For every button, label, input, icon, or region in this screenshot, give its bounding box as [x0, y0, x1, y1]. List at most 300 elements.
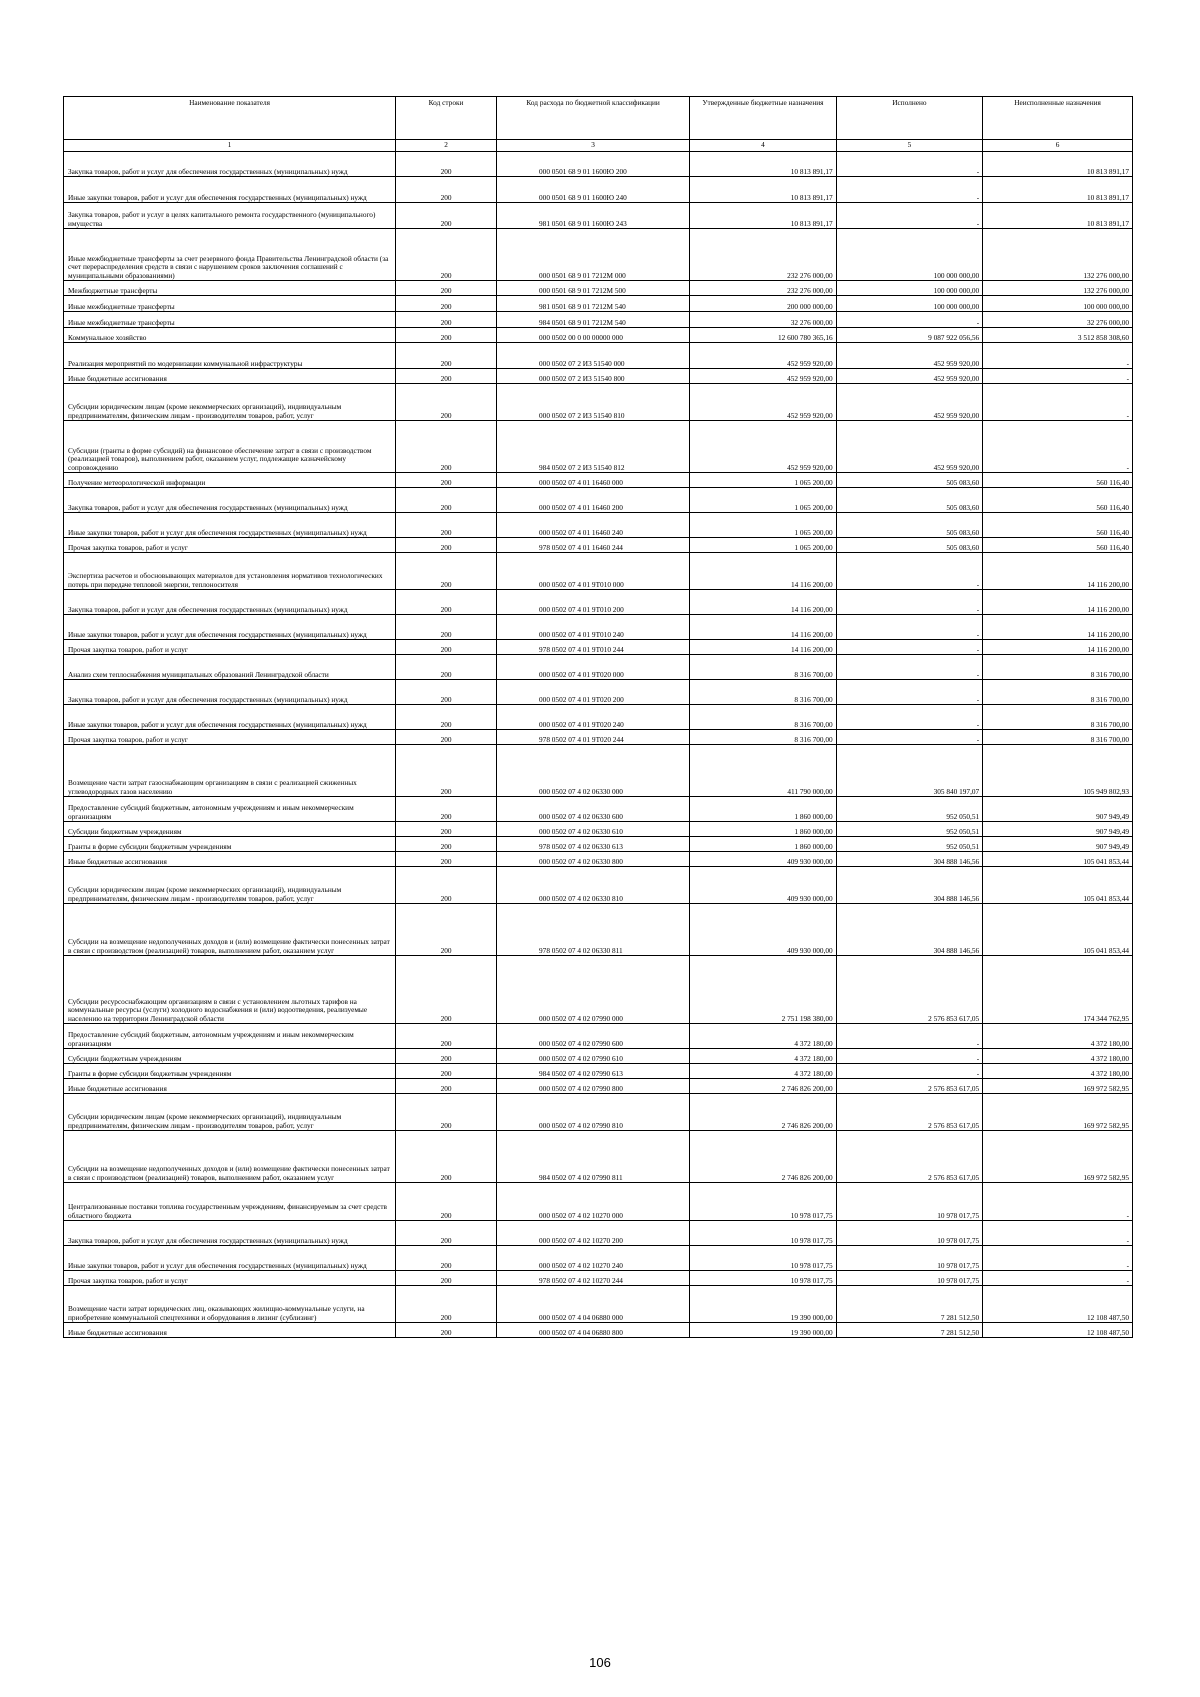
table-row [64, 1131, 1133, 1183]
unexecuted-amount-cell: 132 276 000,00 [983, 281, 1133, 296]
line-code-cell: 200 [396, 745, 497, 797]
unexecuted-amount-cell: 105 041 853,44 [983, 852, 1133, 867]
unexecuted-amount-cell: 3 512 858 308,60 [983, 328, 1133, 343]
unexecuted-amount-cell: 4 372 180,00 [983, 1049, 1133, 1064]
unexecuted-amount-cell: - [983, 421, 1133, 473]
unexecuted-amount-cell: 105 949 802,93 [983, 745, 1133, 797]
budget-code-cell: 000 0502 07 4 04 06880 800 [497, 1323, 690, 1338]
table-row [64, 384, 1133, 421]
line-code-cell: 200 [396, 705, 497, 730]
executed-amount-cell: 10 978 017,75 [836, 1221, 983, 1246]
header-unexecuted: Неисполненные назначения [983, 97, 1133, 140]
approved-amount-cell: 14 116 200,00 [690, 615, 837, 640]
indicator-name-cell: Иные закупки товаров, работ и услуг для обеспечения государственных (муниципальных) нужд [64, 705, 396, 730]
approved-amount-cell: 1 860 000,00 [690, 797, 837, 822]
line-code-cell: 200 [396, 473, 497, 488]
line-code-cell: 200 [396, 730, 497, 745]
table-row [64, 1024, 1133, 1049]
budget-code-cell: 978 0502 07 4 01 9Т020 244 [497, 730, 690, 745]
unexecuted-amount-cell: 105 041 853,44 [983, 867, 1133, 904]
unexecuted-amount-cell: 907 949,49 [983, 797, 1133, 822]
budget-code-cell: 978 0502 07 4 02 06330 811 [497, 904, 690, 956]
budget-code-cell: 000 0502 07 4 02 10270 240 [497, 1246, 690, 1271]
table-row [64, 296, 1133, 312]
executed-amount-cell: 952 050,51 [836, 837, 983, 852]
indicator-name-cell: Прочая закупка товаров, работ и услуг [64, 538, 396, 553]
line-code-cell: 200 [396, 513, 497, 538]
executed-amount-cell: - [836, 615, 983, 640]
unexecuted-amount-cell: 4 372 180,00 [983, 1064, 1133, 1079]
table-row [64, 152, 1133, 177]
line-code-cell: 200 [396, 1049, 497, 1064]
table-row [64, 229, 1133, 281]
approved-amount-cell: 1 065 200,00 [690, 513, 837, 538]
executed-amount-cell: - [836, 590, 983, 615]
approved-amount-cell: 452 959 920,00 [690, 421, 837, 473]
approved-amount-cell: 200 000 000,00 [690, 296, 837, 312]
executed-amount-cell: - [836, 553, 983, 590]
budget-code-cell: 984 0501 68 9 01 7212М 540 [497, 312, 690, 328]
table-row [64, 705, 1133, 730]
executed-amount-cell: - [836, 705, 983, 730]
line-code-cell: 200 [396, 312, 497, 328]
approved-amount-cell: 4 372 180,00 [690, 1049, 837, 1064]
budget-execution-table [63, 96, 1133, 1338]
indicator-name-cell: Субсидии на возмещение недополученных доходов и (или) возмещение фактически понесенных затрат в связи с производством (реализацией) товаров, выполнением работ, оказанием услуг [64, 904, 396, 956]
table-row [64, 473, 1133, 488]
approved-amount-cell: 409 930 000,00 [690, 867, 837, 904]
indicator-name-cell: Прочая закупка товаров, работ и услуг [64, 640, 396, 655]
unexecuted-amount-cell: 907 949,49 [983, 837, 1133, 852]
executed-amount-cell: 505 083,60 [836, 473, 983, 488]
line-code-cell: 200 [396, 384, 497, 421]
table-row [64, 1323, 1133, 1338]
executed-amount-cell: - [836, 177, 983, 203]
unexecuted-amount-cell: 169 972 582,95 [983, 1131, 1133, 1183]
executed-amount-cell: - [836, 1064, 983, 1079]
budget-code-cell: 000 0502 07 4 02 07990 810 [497, 1094, 690, 1131]
table-body [64, 152, 1133, 1338]
budget-code-cell: 000 0502 07 4 01 16460 240 [497, 513, 690, 538]
budget-code-cell: 000 0502 07 4 01 9Т020 240 [497, 705, 690, 730]
line-code-cell: 200 [396, 229, 497, 281]
executed-amount-cell: - [836, 1024, 983, 1049]
budget-code-cell: 000 0502 07 4 01 9Т010 200 [497, 590, 690, 615]
approved-amount-cell: 411 790 000,00 [690, 745, 837, 797]
page-number: 106 [589, 1655, 611, 1670]
table-row [64, 177, 1133, 203]
executed-amount-cell: 2 576 853 617,05 [836, 1079, 983, 1094]
approved-amount-cell: 1 860 000,00 [690, 822, 837, 837]
line-code-cell: 200 [396, 904, 497, 956]
table-row [64, 1064, 1133, 1079]
table-row [64, 488, 1133, 513]
header-approved: Утвержденные бюджетные назначения [690, 97, 837, 140]
unexecuted-amount-cell: 560 116,40 [983, 488, 1133, 513]
budget-code-cell: 000 0502 07 4 02 06330 600 [497, 797, 690, 822]
unexecuted-amount-cell: 14 116 200,00 [983, 590, 1133, 615]
executed-amount-cell: 100 000 000,00 [836, 229, 983, 281]
executed-amount-cell: 10 978 017,75 [836, 1246, 983, 1271]
unexecuted-amount-cell: 14 116 200,00 [983, 553, 1133, 590]
approved-amount-cell: 1 065 200,00 [690, 488, 837, 513]
line-code-cell: 200 [396, 1271, 497, 1286]
budget-code-cell: 984 0502 07 4 02 07990 811 [497, 1131, 690, 1183]
table-row [64, 655, 1133, 680]
table-row [64, 513, 1133, 538]
approved-amount-cell: 4 372 180,00 [690, 1064, 837, 1079]
executed-amount-cell: 452 959 920,00 [836, 384, 983, 421]
budget-code-cell: 000 0502 07 4 02 06330 000 [497, 745, 690, 797]
budget-code-cell: 000 0502 07 2 И3 51540 000 [497, 343, 690, 369]
column-number: 5 [836, 140, 983, 152]
unexecuted-amount-cell: - [983, 1271, 1133, 1286]
line-code-cell: 200 [396, 1246, 497, 1271]
table-row [64, 1183, 1133, 1221]
approved-amount-cell: 1 065 200,00 [690, 538, 837, 553]
indicator-name-cell: Закупка товаров, работ и услуг для обеспечения государственных (муниципальных) нужд [64, 488, 396, 513]
approved-amount-cell: 10 813 891,17 [690, 177, 837, 203]
indicator-name-cell: Коммунальное хозяйство [64, 328, 396, 343]
table-row [64, 553, 1133, 590]
line-code-cell: 200 [396, 203, 497, 229]
column-number: 1 [64, 140, 396, 152]
indicator-name-cell: Субсидии ресурсоснабжающим организациям в связи с установлением льготных тарифов на коммунальные ресурсы (услуги) холодного водоснабжения и (или) водоотведения, реализуемые населению на территории Ленинградской области [64, 956, 396, 1024]
line-code-cell: 200 [396, 1323, 497, 1338]
indicator-name-cell: Гранты в форме субсидии бюджетным учреждениям [64, 1064, 396, 1079]
budget-code-cell: 000 0502 07 2 И3 51540 810 [497, 384, 690, 421]
line-code-cell: 200 [396, 553, 497, 590]
indicator-name-cell: Возмещение части затрат газоснабжающим организациям в связи с реализацией сжиженных углеводородных газов населению [64, 745, 396, 797]
executed-amount-cell: 9 087 922 056,56 [836, 328, 983, 343]
budget-code-cell: 000 0501 68 9 01 7212М 000 [497, 229, 690, 281]
unexecuted-amount-cell: 4 372 180,00 [983, 1024, 1133, 1049]
budget-code-cell: 000 0502 07 4 02 07990 610 [497, 1049, 690, 1064]
executed-amount-cell: - [836, 640, 983, 655]
indicator-name-cell: Иные закупки товаров, работ и услуг для обеспечения государственных (муниципальных) нужд [64, 615, 396, 640]
indicator-name-cell: Иные закупки товаров, работ и услуг для обеспечения государственных (муниципальных) нужд [64, 1246, 396, 1271]
executed-amount-cell: 505 083,60 [836, 513, 983, 538]
table-row [64, 281, 1133, 296]
indicator-name-cell: Предоставление субсидий бюджетным, автономным учреждениям и иным некоммерческим организациям [64, 797, 396, 822]
unexecuted-amount-cell: - [983, 384, 1133, 421]
table-row [64, 837, 1133, 852]
executed-amount-cell: 7 281 512,50 [836, 1323, 983, 1338]
line-code-cell: 200 [396, 281, 497, 296]
indicator-name-cell: Прочая закупка товаров, работ и услуг [64, 1271, 396, 1286]
budget-code-cell: 000 0502 07 4 02 07990 600 [497, 1024, 690, 1049]
indicator-name-cell: Закупка товаров, работ и услуг в целях капитального ремонта государственного (муниципального) имущества [64, 203, 396, 229]
indicator-name-cell: Иные закупки товаров, работ и услуг для обеспечения государственных (муниципальных) нужд [64, 513, 396, 538]
approved-amount-cell: 1 860 000,00 [690, 837, 837, 852]
approved-amount-cell: 8 316 700,00 [690, 705, 837, 730]
table-row [64, 730, 1133, 745]
budget-code-cell: 000 0502 07 4 01 9Т010 240 [497, 615, 690, 640]
line-code-cell: 200 [396, 867, 497, 904]
approved-amount-cell: 2 751 198 380,00 [690, 956, 837, 1024]
line-code-cell: 200 [396, 343, 497, 369]
table-row [64, 956, 1133, 1024]
line-code-cell: 200 [396, 369, 497, 384]
indicator-name-cell: Закупка товаров, работ и услуг для обеспечения государственных (муниципальных) нужд [64, 680, 396, 705]
line-code-cell: 200 [396, 822, 497, 837]
indicator-name-cell: Иные бюджетные ассигнования [64, 369, 396, 384]
indicator-name-cell: Прочая закупка товаров, работ и услуг [64, 730, 396, 745]
line-code-cell: 200 [396, 421, 497, 473]
line-code-cell: 200 [396, 1094, 497, 1131]
line-code-cell: 200 [396, 655, 497, 680]
budget-code-cell: 000 0501 68 9 01 7212М 500 [497, 281, 690, 296]
approved-amount-cell: 19 390 000,00 [690, 1323, 837, 1338]
header-row [64, 97, 1133, 140]
indicator-name-cell: Закупка товаров, работ и услуг для обеспечения государственных (муниципальных) нужд [64, 152, 396, 177]
approved-amount-cell: 452 959 920,00 [690, 384, 837, 421]
unexecuted-amount-cell: 100 000 000,00 [983, 296, 1133, 312]
approved-amount-cell: 10 978 017,75 [690, 1271, 837, 1286]
executed-amount-cell: 452 959 920,00 [836, 343, 983, 369]
table-row [64, 1271, 1133, 1286]
approved-amount-cell: 10 978 017,75 [690, 1221, 837, 1246]
unexecuted-amount-cell: - [983, 369, 1133, 384]
approved-amount-cell: 4 372 180,00 [690, 1024, 837, 1049]
executed-amount-cell: - [836, 730, 983, 745]
table-row [64, 343, 1133, 369]
approved-amount-cell: 14 116 200,00 [690, 640, 837, 655]
executed-amount-cell: 304 888 146,56 [836, 867, 983, 904]
table-row [64, 590, 1133, 615]
unexecuted-amount-cell: 14 116 200,00 [983, 615, 1133, 640]
budget-code-cell: 978 0502 07 4 01 16460 244 [497, 538, 690, 553]
indicator-name-cell: Закупка товаров, работ и услуг для обеспечения государственных (муниципальных) нужд [64, 1221, 396, 1246]
line-code-cell: 200 [396, 1079, 497, 1094]
table-row [64, 822, 1133, 837]
indicator-name-cell: Гранты в форме субсидии бюджетным учреждениям [64, 837, 396, 852]
line-code-cell: 200 [396, 640, 497, 655]
header-executed: Исполнено [836, 97, 983, 140]
line-code-cell: 200 [396, 615, 497, 640]
unexecuted-amount-cell: 12 108 487,50 [983, 1323, 1133, 1338]
executed-amount-cell: 952 050,51 [836, 822, 983, 837]
unexecuted-amount-cell: - [983, 1246, 1133, 1271]
table-row [64, 615, 1133, 640]
table-row [64, 1049, 1133, 1064]
line-code-cell: 200 [396, 328, 497, 343]
indicator-name-cell: Закупка товаров, работ и услуг для обеспечения государственных (муниципальных) нужд [64, 590, 396, 615]
unexecuted-amount-cell: - [983, 343, 1133, 369]
budget-code-cell: 000 0502 07 4 02 06330 610 [497, 822, 690, 837]
table-row [64, 852, 1133, 867]
approved-amount-cell: 232 276 000,00 [690, 281, 837, 296]
approved-amount-cell: 14 116 200,00 [690, 553, 837, 590]
indicator-name-cell: Иные межбюджетные трансферты [64, 296, 396, 312]
line-code-cell: 200 [396, 1286, 497, 1323]
approved-amount-cell: 409 930 000,00 [690, 852, 837, 867]
budget-code-cell: 000 0502 07 4 01 9Т020 000 [497, 655, 690, 680]
unexecuted-amount-cell: 907 949,49 [983, 822, 1133, 837]
executed-amount-cell: 2 576 853 617,05 [836, 1094, 983, 1131]
column-number-row [64, 140, 1133, 152]
unexecuted-amount-cell: 12 108 487,50 [983, 1286, 1133, 1323]
unexecuted-amount-cell: 169 972 582,95 [983, 1094, 1133, 1131]
column-number: 4 [690, 140, 837, 152]
header-line-code: Код строки [396, 97, 497, 140]
table-row [64, 369, 1133, 384]
header-indicator-name: Наименование показателя [64, 97, 396, 140]
unexecuted-amount-cell: - [983, 1183, 1133, 1221]
line-code-cell: 200 [396, 488, 497, 513]
approved-amount-cell: 8 316 700,00 [690, 730, 837, 745]
unexecuted-amount-cell: 560 116,40 [983, 513, 1133, 538]
line-code-cell: 200 [396, 1183, 497, 1221]
line-code-cell: 200 [396, 837, 497, 852]
indicator-name-cell: Субсидии бюджетным учреждениям [64, 822, 396, 837]
unexecuted-amount-cell: 8 316 700,00 [983, 680, 1133, 705]
header-budget-code: Код расхода по бюджетной классификации [497, 97, 690, 140]
unexecuted-amount-cell: 14 116 200,00 [983, 640, 1133, 655]
approved-amount-cell: 12 600 780 365,16 [690, 328, 837, 343]
executed-amount-cell: 452 959 920,00 [836, 369, 983, 384]
line-code-cell: 200 [396, 1024, 497, 1049]
approved-amount-cell: 32 276 000,00 [690, 312, 837, 328]
table-row [64, 312, 1133, 328]
budget-code-cell: 984 0502 07 4 02 07990 613 [497, 1064, 690, 1079]
unexecuted-amount-cell: 10 813 891,17 [983, 203, 1133, 229]
approved-amount-cell: 409 930 000,00 [690, 904, 837, 956]
approved-amount-cell: 10 978 017,75 [690, 1246, 837, 1271]
budget-code-cell: 000 0502 07 4 02 10270 200 [497, 1221, 690, 1246]
approved-amount-cell: 2 746 826 200,00 [690, 1131, 837, 1183]
indicator-name-cell: Иные межбюджетные трансферты за счет резервного фонда Правительства Ленинградской области (за счет перераспределения средств в связи с нарушением сроков заключения соглашений с муниципальными образованиями) [64, 229, 396, 281]
executed-amount-cell: 952 050,51 [836, 797, 983, 822]
approved-amount-cell: 8 316 700,00 [690, 680, 837, 705]
executed-amount-cell: 2 576 853 617,05 [836, 1131, 983, 1183]
unexecuted-amount-cell: 560 116,40 [983, 538, 1133, 553]
indicator-name-cell: Субсидии (гранты в форме субсидий) на финансовое обеспечение затрат в связи с производством (реализацией товаров), выполнением работ, оказанием услуг, подлежащие казначейскому сопровождению [64, 421, 396, 473]
line-code-cell: 200 [396, 1221, 497, 1246]
approved-amount-cell: 2 746 826 200,00 [690, 1079, 837, 1094]
indicator-name-cell: Субсидии юридическим лицам (кроме некоммерческих организаций), индивидуальным предпринимателям, физическим лицам - производителям товаров, работ, услуг [64, 1094, 396, 1131]
budget-code-cell: 000 0502 07 4 04 06880 000 [497, 1286, 690, 1323]
table-row [64, 1221, 1133, 1246]
table-row [64, 745, 1133, 797]
line-code-cell: 200 [396, 538, 497, 553]
unexecuted-amount-cell: 8 316 700,00 [983, 730, 1133, 745]
indicator-name-cell: Иные закупки товаров, работ и услуг для обеспечения государственных (муниципальных) нужд [64, 177, 396, 203]
budget-code-cell: 978 0502 07 4 02 10270 244 [497, 1271, 690, 1286]
table-row [64, 203, 1133, 229]
line-code-cell: 200 [396, 956, 497, 1024]
budget-code-cell: 981 0501 68 9 01 1600Ю 243 [497, 203, 690, 229]
approved-amount-cell: 232 276 000,00 [690, 229, 837, 281]
executed-amount-cell: 100 000 000,00 [836, 296, 983, 312]
table-row [64, 640, 1133, 655]
executed-amount-cell: 7 281 512,50 [836, 1286, 983, 1323]
table-row [64, 538, 1133, 553]
approved-amount-cell: 19 390 000,00 [690, 1286, 837, 1323]
budget-code-cell: 000 0501 68 9 01 1600Ю 240 [497, 177, 690, 203]
line-code-cell: 200 [396, 590, 497, 615]
executed-amount-cell: 505 083,60 [836, 488, 983, 513]
indicator-name-cell: Реализация мероприятий по модернизации коммунальной инфраструктуры [64, 343, 396, 369]
unexecuted-amount-cell: 32 276 000,00 [983, 312, 1133, 328]
line-code-cell: 200 [396, 177, 497, 203]
executed-amount-cell: 304 888 146,56 [836, 904, 983, 956]
table-row [64, 1094, 1133, 1131]
executed-amount-cell: - [836, 152, 983, 177]
approved-amount-cell: 2 746 826 200,00 [690, 1094, 837, 1131]
table-row [64, 797, 1133, 822]
executed-amount-cell: - [836, 680, 983, 705]
budget-code-cell: 978 0502 07 4 02 06330 613 [497, 837, 690, 852]
unexecuted-amount-cell: - [983, 1221, 1133, 1246]
indicator-name-cell: Централизованные поставки топлива государственным учреждениям, финансируемым за счет средств областного бюджета [64, 1183, 396, 1221]
line-code-cell: 200 [396, 852, 497, 867]
indicator-name-cell: Субсидии на возмещение недополученных доходов и (или) возмещение фактически понесенных затрат в связи с производством (реализацией) товаров, выполнением работ, оказанием услуг [64, 1131, 396, 1183]
unexecuted-amount-cell: 105 041 853,44 [983, 904, 1133, 956]
approved-amount-cell: 10 813 891,17 [690, 203, 837, 229]
indicator-name-cell: Анализ схем теплоснабжения муниципальных образований Ленинградской области [64, 655, 396, 680]
budget-code-cell: 000 0502 07 4 01 9Т010 000 [497, 553, 690, 590]
executed-amount-cell: 10 978 017,75 [836, 1271, 983, 1286]
table-row [64, 1079, 1133, 1094]
line-code-cell: 200 [396, 296, 497, 312]
column-number: 6 [983, 140, 1133, 152]
line-code-cell: 200 [396, 680, 497, 705]
indicator-name-cell: Экспертиза расчетов и обосновывающих материалов для установления нормативов технологических потерь при передаче тепловой энергии, теплоносителя [64, 553, 396, 590]
column-number: 2 [396, 140, 497, 152]
table-row [64, 1286, 1133, 1323]
indicator-name-cell: Субсидии юридическим лицам (кроме некоммерческих организаций), индивидуальным предпринимателям, физическим лицам - производителям товаров, работ, услуг [64, 867, 396, 904]
column-number: 3 [497, 140, 690, 152]
indicator-name-cell: Субсидии бюджетным учреждениям [64, 1049, 396, 1064]
unexecuted-amount-cell: 560 116,40 [983, 473, 1133, 488]
executed-amount-cell: 305 840 197,07 [836, 745, 983, 797]
executed-amount-cell: 100 000 000,00 [836, 281, 983, 296]
executed-amount-cell: 10 978 017,75 [836, 1183, 983, 1221]
table-row [64, 680, 1133, 705]
budget-code-cell: 000 0502 07 4 01 16460 000 [497, 473, 690, 488]
approved-amount-cell: 14 116 200,00 [690, 590, 837, 615]
budget-code-cell: 000 0502 07 4 02 10270 000 [497, 1183, 690, 1221]
unexecuted-amount-cell: 132 276 000,00 [983, 229, 1133, 281]
indicator-name-cell: Межбюджетные трансферты [64, 281, 396, 296]
line-code-cell: 200 [396, 1064, 497, 1079]
unexecuted-amount-cell: 174 344 762,95 [983, 956, 1133, 1024]
budget-code-cell: 981 0501 68 9 01 7212М 540 [497, 296, 690, 312]
unexecuted-amount-cell: 8 316 700,00 [983, 705, 1133, 730]
executed-amount-cell: - [836, 312, 983, 328]
table-row [64, 328, 1133, 343]
budget-code-cell: 984 0502 07 2 И3 51540 812 [497, 421, 690, 473]
line-code-cell: 200 [396, 797, 497, 822]
unexecuted-amount-cell: 10 813 891,17 [983, 152, 1133, 177]
indicator-name-cell: Иные бюджетные ассигнования [64, 852, 396, 867]
executed-amount-cell: 452 959 920,00 [836, 421, 983, 473]
unexecuted-amount-cell: 169 972 582,95 [983, 1079, 1133, 1094]
executed-amount-cell: 505 083,60 [836, 538, 983, 553]
indicator-name-cell: Субсидии юридическим лицам (кроме некоммерческих организаций), индивидуальным предпринимателям, физическим лицам - производителям товаров, работ, услуг [64, 384, 396, 421]
approved-amount-cell: 452 959 920,00 [690, 343, 837, 369]
budget-code-cell: 000 0502 07 4 02 07990 000 [497, 956, 690, 1024]
indicator-name-cell: Получение метеорологической информации [64, 473, 396, 488]
approved-amount-cell: 452 959 920,00 [690, 369, 837, 384]
indicator-name-cell: Иные межбюджетные трансферты [64, 312, 396, 328]
line-code-cell: 200 [396, 1131, 497, 1183]
budget-code-cell: 978 0502 07 4 01 9Т010 244 [497, 640, 690, 655]
approved-amount-cell: 10 813 891,17 [690, 152, 837, 177]
approved-amount-cell: 1 065 200,00 [690, 473, 837, 488]
budget-code-cell: 000 0502 07 4 02 07990 800 [497, 1079, 690, 1094]
